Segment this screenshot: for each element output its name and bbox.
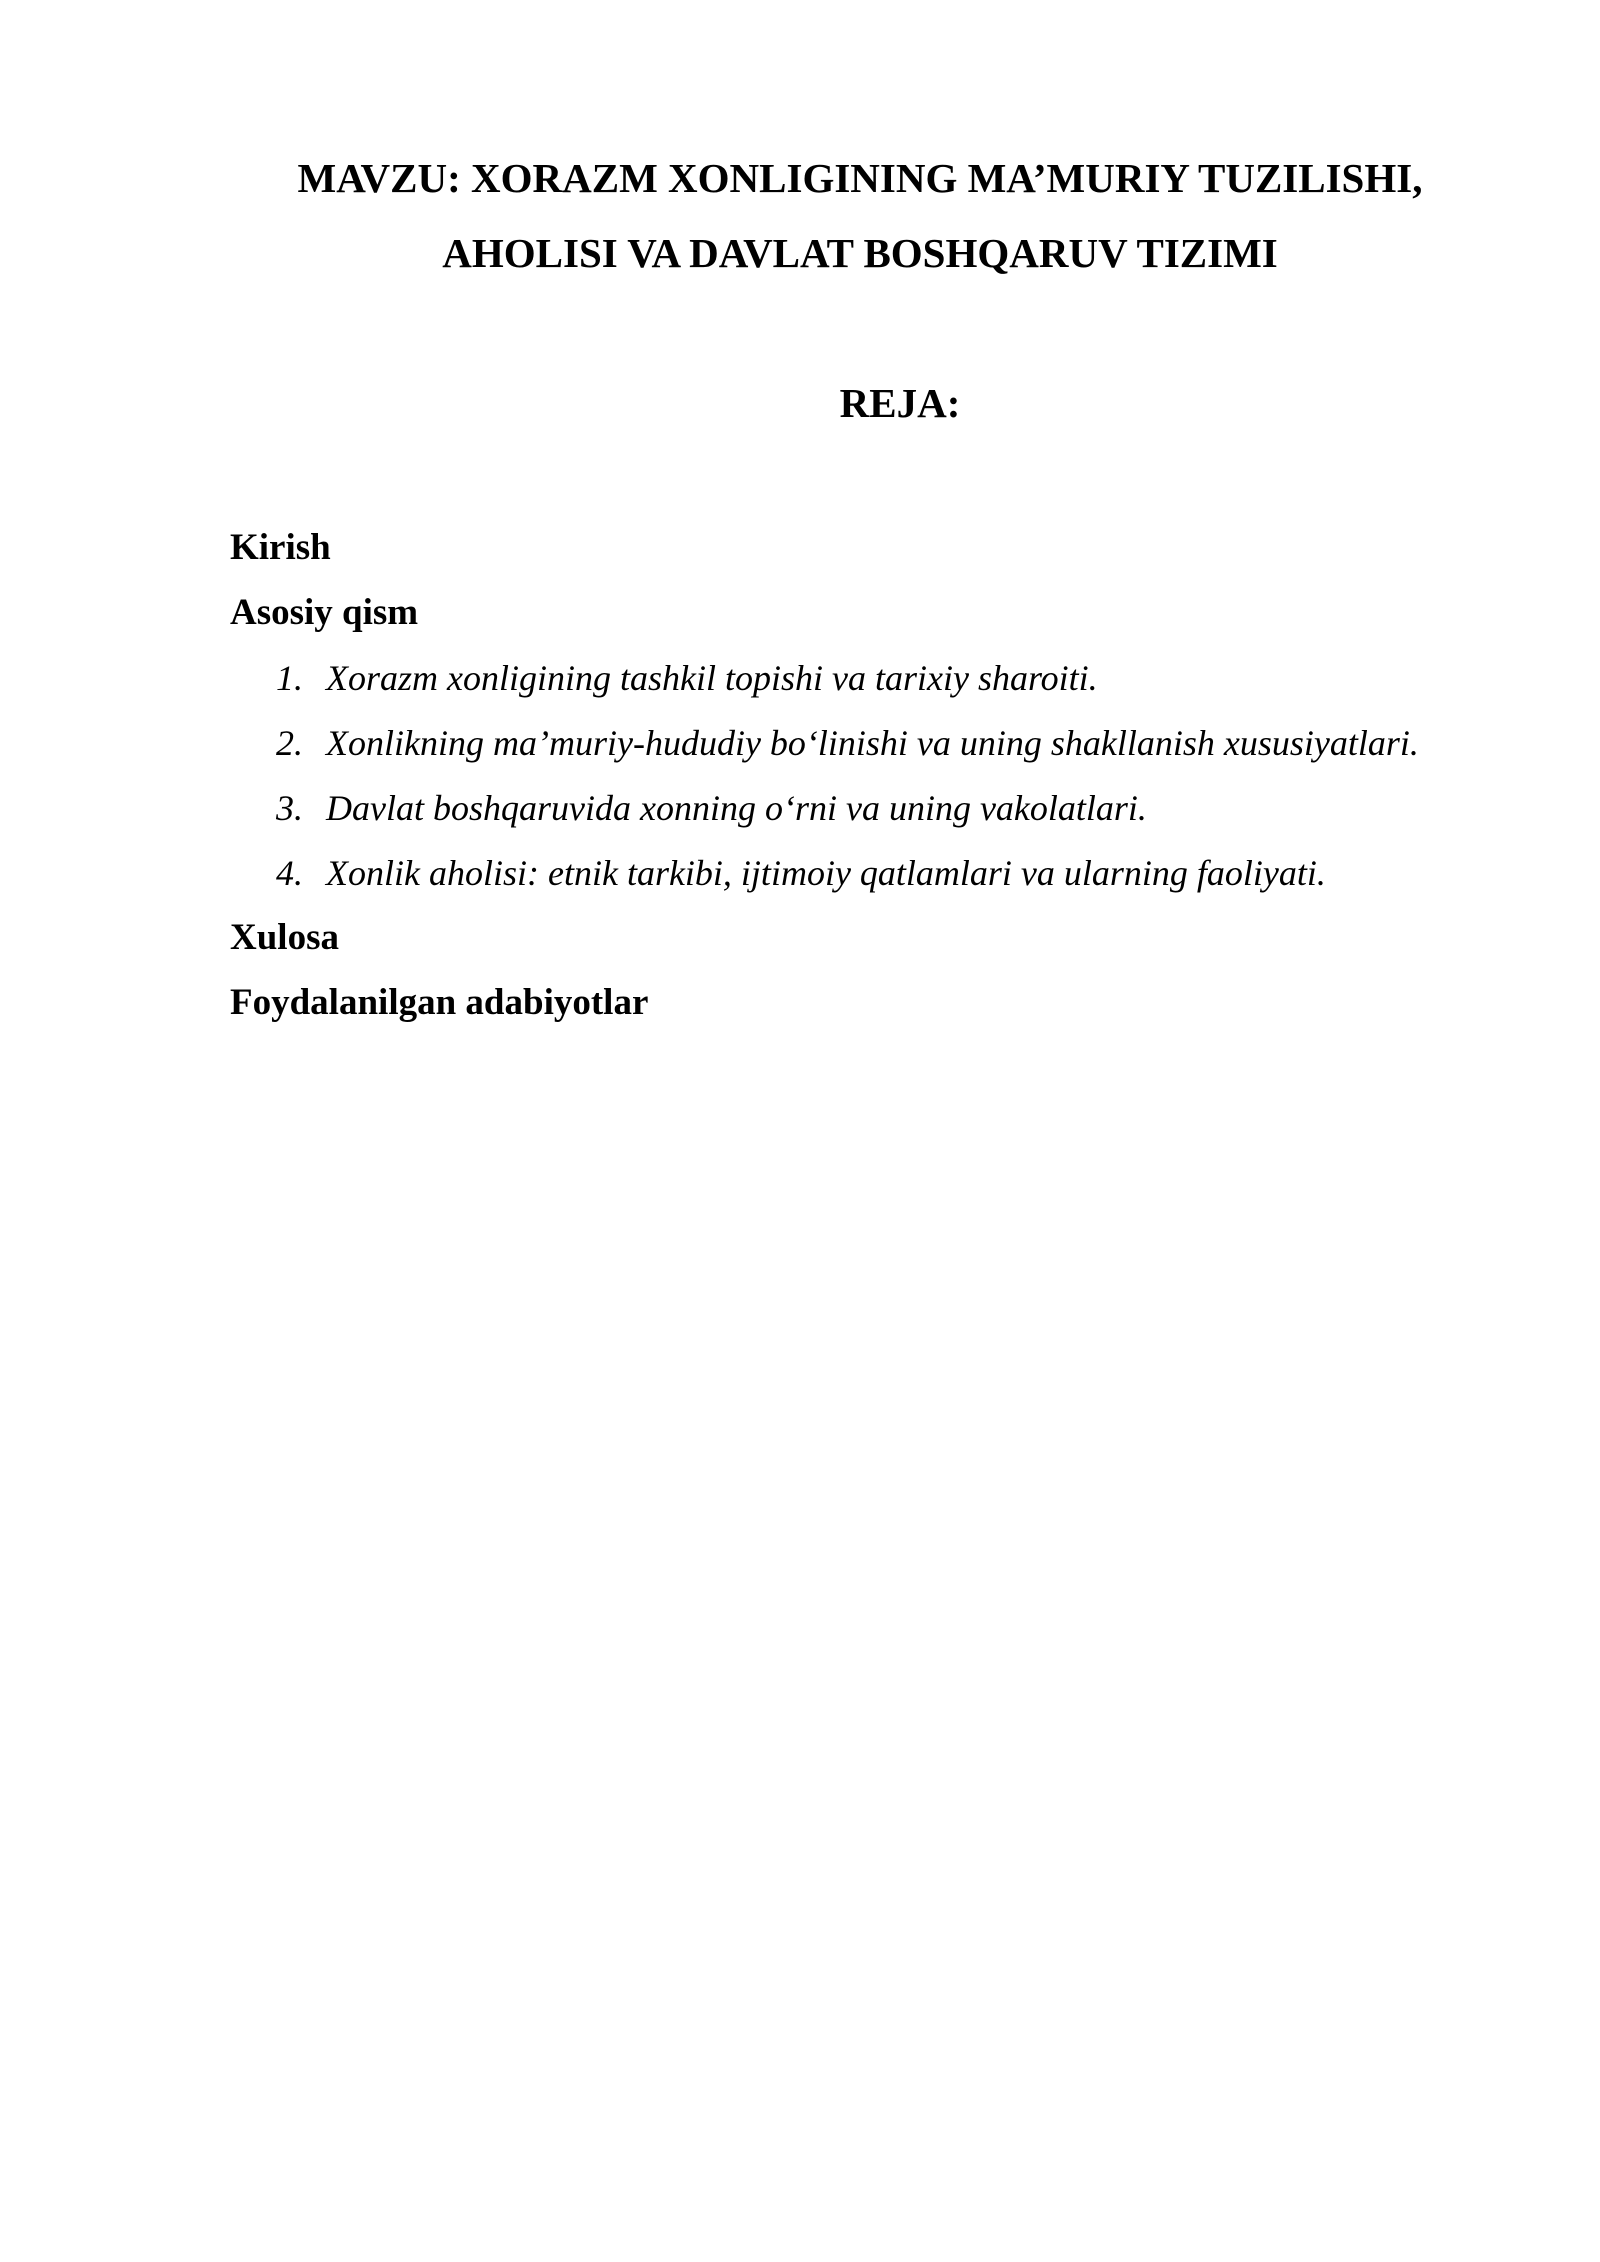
plan-item-1 [276,656,1098,700]
plan-item-4 [276,851,1326,895]
section-main: Asosiy qism [230,592,419,633]
section-references: Foydalanilgan adabiyotlar [230,982,649,1023]
title-line-2: AHOLISI VA DAVLAT BOSHQARUV TIZIMI [442,230,1278,276]
plan-item-text: Xonlik aholisi: etnik tarkibi, ijtimoiy qatlamlari va ularning faoliyati. [326,853,1326,893]
plan-heading: REJA: [839,380,961,426]
plan-item-text: Davlat boshqaruvida xonning o‘rni va uning vakolatlari. [326,788,1147,828]
plan-item-number: 3. [276,788,303,828]
plan-item-2 [276,721,1419,765]
plan-item-number: 2. [276,723,303,763]
plan-item-text: Xonlikning ma’muriy-hududiy bo‘linishi va uning shakllanish xususiyatlari. [326,723,1419,763]
plan-item-number: 1. [276,658,303,698]
plan-item-3 [276,786,1147,830]
section-intro: Kirish [230,527,331,568]
section-conclusion: Xulosa [230,917,339,958]
plan-item-number: 4. [276,853,303,893]
title-line-1: MAVZU: XORAZM XONLIGINING MA’MURIY TUZILISHI, [297,155,1423,201]
plan-item-text: Xorazm xonligining tashkil topishi va tarixiy sharoiti. [326,658,1098,698]
